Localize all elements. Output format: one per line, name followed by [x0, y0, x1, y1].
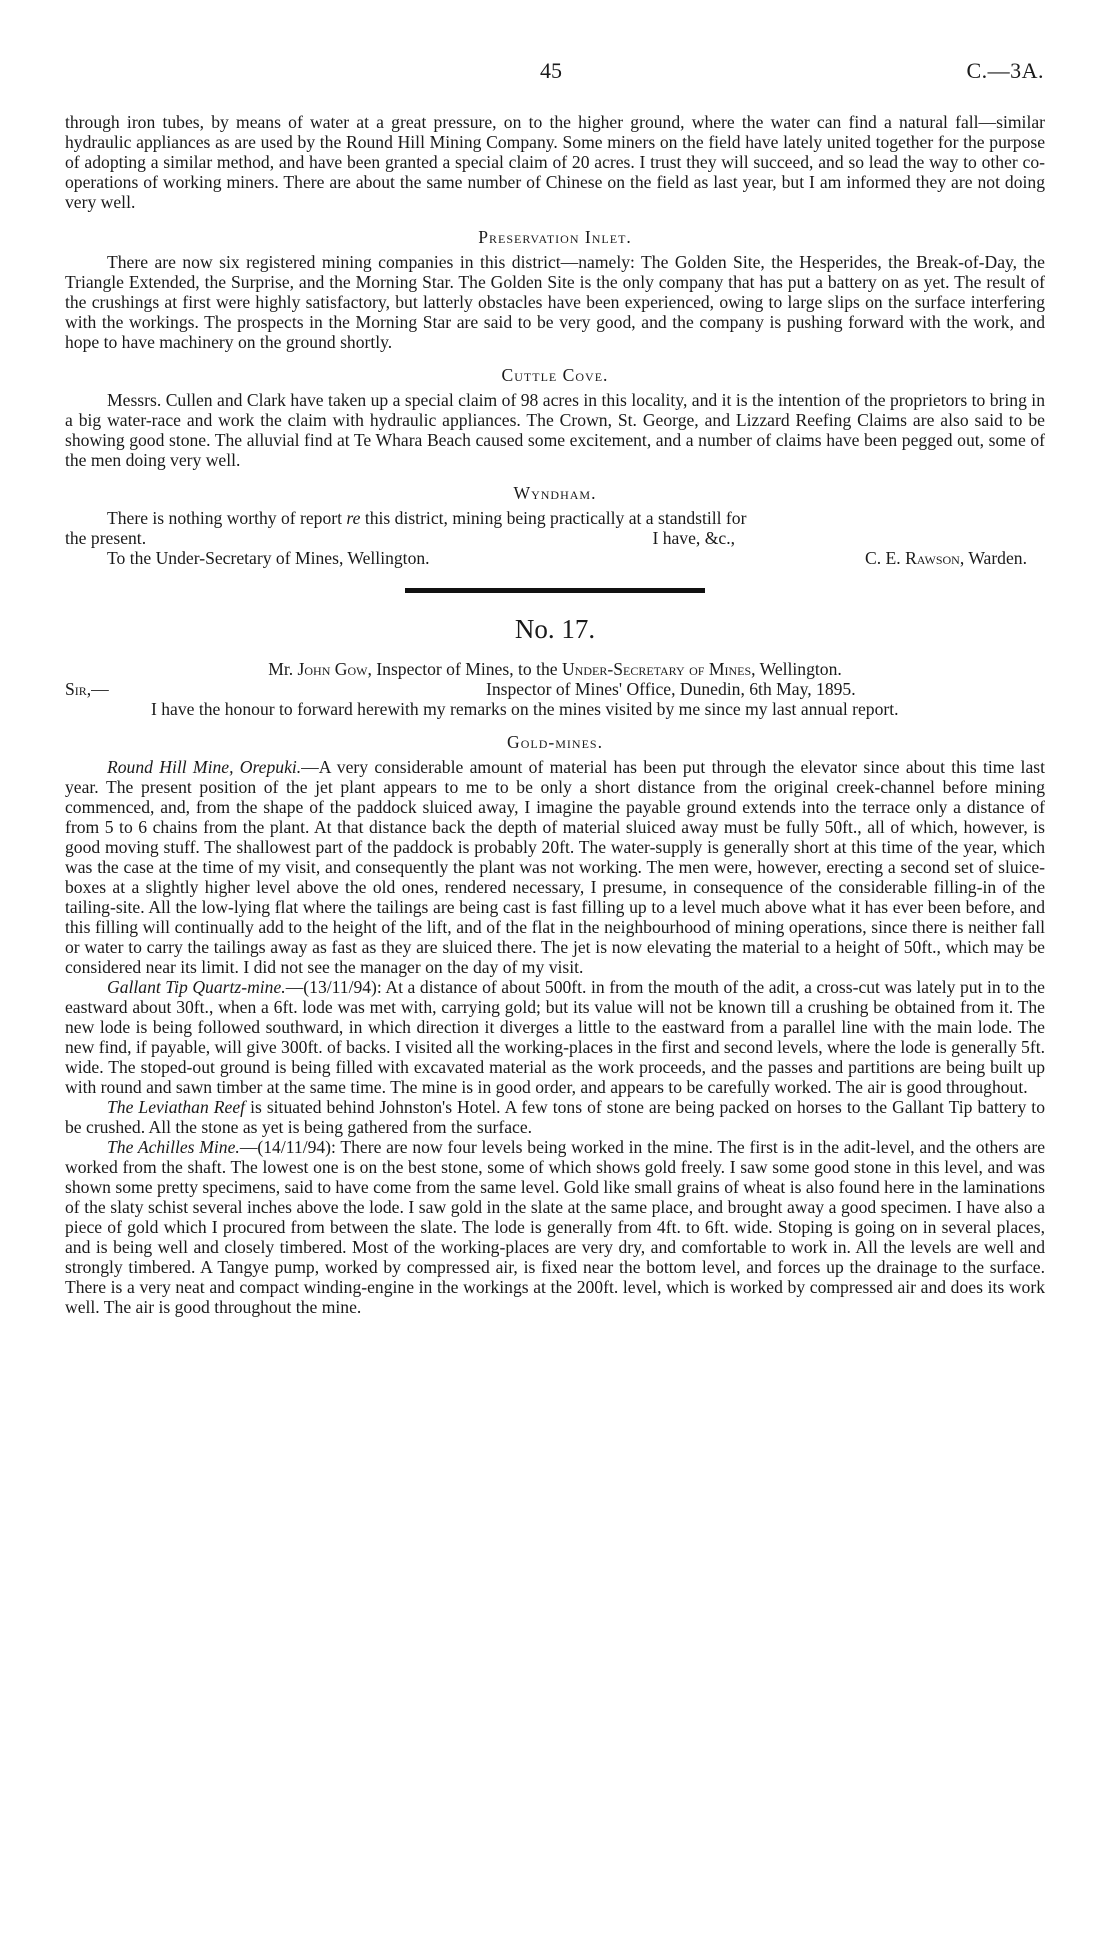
document-reference: C.—3A.: [966, 58, 1044, 83]
section-heading-preservation-inlet: Preservation Inlet.: [478, 227, 632, 247]
section-divider: [405, 588, 705, 593]
section-heading-cuttle-cove: Cuttle Cove.: [501, 365, 609, 385]
achilles-paragraph: The Achilles Mine.—(14/11/94): There are now four levels being worked in the mine. The first is in the adit-level, and the others are worked from the shaft. The lowest one is on the best stone, some of which shows gold freely. I saw some good stone in this level, and was shown some pretty specimens, said to have come from the same level. Gold like small grains of wheat is also found here in the laminations of the slaty schist several inches above the lode. I saw gold in the slate at the same place, and brought away a good specimen. I have also a piece of gold which I procured from between the slate. The lode is generally from 4ft. to 6ft. wide. Stoping is going on in several places, and is being well and closely timbered. Most of the working-places are very dry, and comfortable to work in. All the levels are well and strongly timbered. A Tangye pump, worked by compressed air, is fixed near the bottom level, and forces up the drainage to the surface. There is a very neat and compact winding-engine in the workings at the 200ft. level, which is worked by compressed air and does its work well. The air is good throughout the mine.: [65, 1137, 1045, 1317]
office-dateline: Inspector of Mines' Office, Dunedin, 6th May, 1895.: [486, 679, 856, 699]
section-heading-gold-mines: Gold-mines.: [507, 732, 603, 752]
leviathan-paragraph: The Leviathan Reef is situated behind Johnston's Hotel. A few tons of stone are being packed on horses to the Gallant Tip battery to be crushed. All the stone as yet is being gathered from the surface.: [65, 1097, 1045, 1137]
report-from-line: Mr. John Gow, Inspector of Mines, to the Under-Secretary of Mines, Wellington.: [268, 659, 842, 679]
signature: C. E. Rawson, Warden.: [864, 548, 1027, 568]
section-heading-wyndham: Wyndham.: [513, 483, 597, 503]
report-number-heading: No. 17.: [514, 614, 596, 644]
salutation: Sir,—: [65, 679, 109, 699]
round-hill-paragraph: Round Hill Mine, Orepuki.—A very considerable amount of material has been put through the elevator since about this time last year. The present position of the jet plant appears to me to be only a short distance from the original creek-channel before mining commenced, and, from the shape of the paddock sluiced away, I imagine the payable ground extends into the terrace only a distance of from 5 to 6 chains from the plant. At that distance back the depth of material sluiced away must be fully 50ft., all of which, however, is good moving stuff. The shallowest part of the paddock is probably 20ft. The water-supply is generally short at this time of the year, which was the case at the time of my visit, and consequently the plant was not working. The men were, however, erecting a second set of sluice-boxes at a slightly higher level above the old ones, rendered necessary, I presume, in consequence of the considerable filling-in of the tailing-site. All the low-lying flat where the tailings are being cast is fast filling up to a level much above what it has ever been before, and this filling will continually add to the height of the lift, and of the flat in the neighbourhood of mining operations, since there is neither fall or water to carry the tailings away as fast as they are sluiced there. The jet is now elevating the material to a height of 50ft., which may be considered near its limit. I did not see the manager on the day of my visit.: [65, 757, 1045, 977]
wyndham-paragraph: There is nothing worthy of report re this district, mining being practically at a standstill for: [107, 508, 747, 528]
page-header: [0, 58, 1114, 86]
page-number: 45: [540, 58, 562, 83]
closing-line: the present. I have, &c.,: [65, 528, 735, 548]
intro-paragraph: through iron tubes, by means of water at a great pressure, on to the higher ground, where the water can find a natural fall—similar hydraulic appliances as are used by the Round Hill Mining Company. Some miners on the field have lately united together for the purpose of adopting a similar method, and have been granted a special claim of 20 acres. I trust they will succeed, and so lead the way to other co-operations of working miners. There are about the same number of Chinese on the field as last year, but I am informed they are not doing very well.: [65, 112, 1045, 212]
gallant-tip-paragraph: Gallant Tip Quartz-mine.—(13/11/94): At a distance of about 500ft. in from the mouth of the adit, a cross-cut was lately put in to the eastward about 30ft., when a 6ft. lode was met with, carrying gold; but its value will not be known till a crushing be obtained from it. The new lode is being followed southward, in which direction it diverges a little to the eastward from a parallel line with the main lode. The new find, if payable, will give 300ft. of backs. I visited all the working-places in the first and second levels, where the lode is generally 5ft. wide. The stoped-out ground is being filled with excavated material as the work proceeds, and the passes and partitions are being built up with round and sawn timber at the same time. The mine is in good order, and appears to be carefully worked. The air is good throughout.: [65, 977, 1045, 1097]
signature-line: [65, 548, 1045, 568]
addressee: To the Under-Secretary of Mines, Wellington.: [107, 548, 430, 568]
opening-paragraph: I have the honour to forward herewith my remarks on the mines visited by me since my last annual report.: [151, 699, 899, 719]
preservation-inlet-paragraph: There are now six registered mining companies in this district—namely: The Golden Site, the Hesperides, the Break-of-Day, the Triangle Extended, the Surprise, and the Morning Star. The Golden Site is the only company that has put a battery on as yet. The result of the crushings at first were highly satisfactory, but latterly obstacles have been experienced, owing to large slips on the surface interfering with the workings. The prospects in the Morning Star are said to be very good, and the company is pushing forward with the work, and hope to have machinery on the ground shortly.: [65, 252, 1045, 352]
cuttle-cove-paragraph: Messrs. Cullen and Clark have taken up a special claim of 98 acres in this locality, and it is the intention of the proprietors to bring in a big water-race and work the claim with hydraulic appliances. The Crown, St. George, and Lizzard Reefing Claims are also said to be showing good stone. The alluvial find at Te Whara Beach caused some excitement, and a number of claims have been pegged out, some of the men doing very well.: [65, 390, 1045, 470]
salutation-line: [65, 679, 1045, 699]
page-body: [65, 112, 1045, 1317]
